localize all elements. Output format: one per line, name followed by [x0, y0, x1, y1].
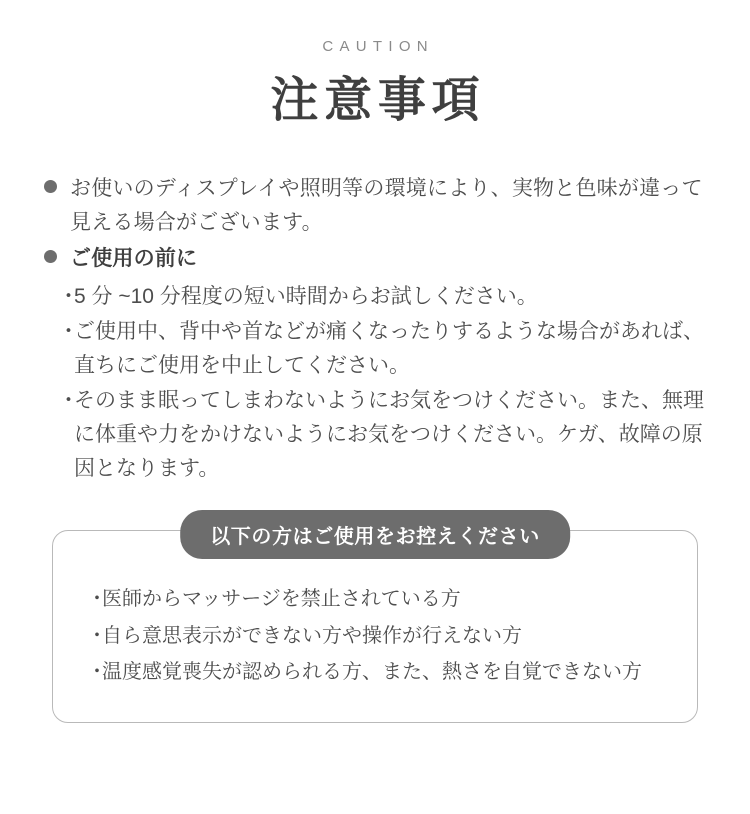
warning-badge: 以下の方はご使用をお控えください: [180, 510, 570, 559]
warning-text: 温度感覚喪失が認められる方、また、熱さを自覚できない方: [102, 660, 642, 683]
bullet-mark-icon: ・: [87, 624, 107, 647]
list-item: [58, 384, 716, 486]
list-item: [58, 280, 716, 314]
list-item: [87, 656, 667, 689]
warning-text: 医師からマッサージを禁止されている方: [102, 588, 461, 611]
bullet-mark-icon: ・: [87, 588, 107, 611]
page-title: 注意事項: [270, 74, 486, 127]
list-item: [87, 583, 667, 616]
list-item: [44, 172, 716, 240]
warning-section: [52, 526, 698, 723]
bullet-mark-icon: ・: [58, 389, 79, 413]
bullet-mark-icon: ・: [58, 320, 79, 344]
bullet-dot-icon: [44, 250, 57, 263]
note-text: お使いのディスプレイや照明等の環境により、実物と色味が違って見える場合がございます。: [70, 177, 703, 235]
bullet-mark-icon: ・: [58, 285, 79, 309]
bullet-dot-icon: [44, 180, 57, 193]
sub-note-text: 5 分 ~10 分程度の短い時間からお試しください。: [74, 285, 538, 309]
sub-note-text: そのまま眠ってしまわないようにお気をつけください。また、無理に体重や力をかけないようにお気をつけください。ケガ、故障の原因となります。: [74, 389, 704, 481]
list-item: [58, 315, 716, 383]
warning-text: 自ら意思表示ができない方や操作が行えない方: [102, 624, 522, 647]
page-header: [0, 0, 750, 128]
notes-section: [0, 172, 750, 486]
eyebrow-label: CAUTION: [322, 38, 434, 55]
note-heading-text: ご使用の前に: [70, 247, 198, 271]
list-item: [87, 620, 667, 653]
bullet-mark-icon: ・: [87, 660, 107, 683]
sub-note-text: ご使用中、背中や首などが痛くなったりするような場合があれば、直ちにご使用を中止してください。: [74, 320, 704, 378]
list-item: [44, 242, 716, 276]
sub-notes-list: [44, 280, 716, 486]
